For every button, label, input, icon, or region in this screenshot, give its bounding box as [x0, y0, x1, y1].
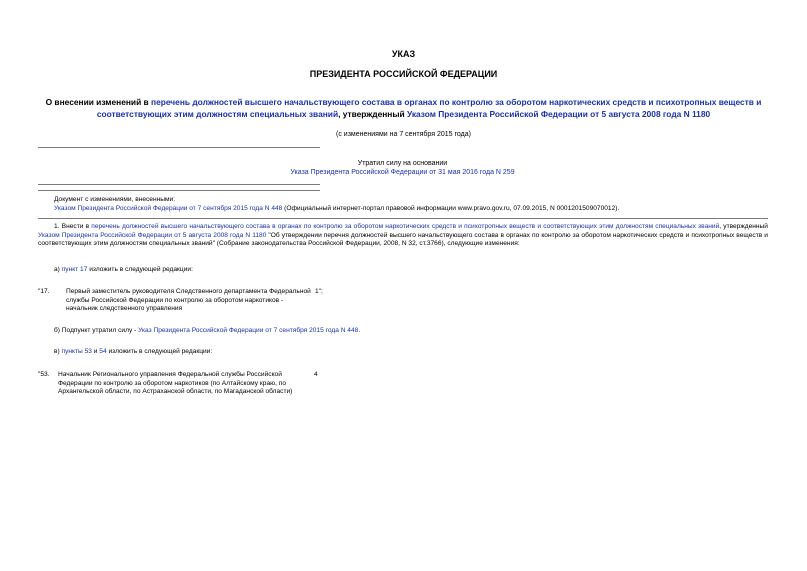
divider: [38, 190, 320, 191]
item-a-text: изложить в следующей редакции:: [87, 266, 193, 273]
item-v: [54, 348, 212, 357]
para1-link-list[interactable]: перечень должностей высшего начальствующего состава в органах по контролю за оборотом наркотических средств и психотропных веществ и соответствующих этим должностям специальных званий: [91, 223, 720, 230]
changes-link[interactable]: Указом Президента Российской Федерации от 7 сентября 2015 года N 448: [54, 205, 283, 212]
document-title: [30, 96, 777, 120]
row-53-position: Начальник Регионального управления Федеральной службы Российской Федерации по контролю за оборотом наркотиков (по Алтайскому краю, по Архангельской области, по Астраханской области, по Магаданской области): [58, 371, 293, 396]
item-v-link-54[interactable]: 54: [99, 348, 107, 355]
divider: [38, 218, 768, 219]
decree-issuer: ПРЕЗИДЕНТА РОССИЙСКОЙ ФЕДЕРАЦИИ: [309, 69, 498, 79]
title-prefix: О внесении изменений в: [45, 97, 152, 107]
paragraph-1: [38, 223, 768, 249]
changes-source: [54, 205, 774, 214]
title-link-list[interactable]: перечень должностей высшего начальствующего состава в органах по контролю за оборотом наркотических средств и психотропных веществ и соответствующих этим должностям специальных званий: [96, 97, 762, 119]
item-a-text: а): [54, 266, 62, 273]
item-a: [54, 266, 193, 275]
item-b-text: б) Подпункт утратил силу -: [54, 327, 139, 334]
item-b-text: .: [358, 327, 361, 334]
para1-text: 1. Внести в: [54, 223, 92, 230]
item-b-link[interactable]: Указ Президента Российской Федерации от 7 сентября 2015 года N 448: [138, 327, 359, 334]
item-a-link[interactable]: пункт 17: [61, 266, 88, 273]
revision-note: (с изменениями на 7 сентября 2015 года): [336, 131, 471, 138]
item-v-text: в): [54, 348, 62, 355]
item-v-link-53[interactable]: пункты 53: [61, 348, 92, 355]
para1-text: , утвержденный: [719, 223, 768, 230]
para1-text: "Об утверждении перечня должностей высшего начальствующего состава в органах по контролю за оборотом наркотических средств и психотропных веществ и соответствующих этим должностям специальных званий" (Собрание законодательства Российской Федерации, 2008, N 32, ст.3766), следующие изменения:: [38, 231, 768, 248]
item-v-text: изложить в следующей редакции:: [106, 348, 213, 355]
row-17-position: Первый заместитель руководителя Следственного департамента Федеральной службы Российской Федерации по контролю за оборотом наркотиков - начальник следственного управления: [66, 288, 311, 313]
divider: [38, 184, 320, 185]
row-17-number: "17.: [38, 288, 50, 295]
decree-heading: УКАЗ: [391, 49, 416, 59]
item-b: [54, 327, 360, 336]
changes-rest: (Официальный интернет-портал правовой информации www.pravo.gov.ru, 07.09.2015, N 0001201509070012).: [282, 205, 620, 212]
void-notice-link[interactable]: Указа Президента Российской Федерации от 31 мая 2016 года N 259: [290, 169, 515, 176]
void-notice-text: Утратил силу на основании: [357, 160, 448, 167]
changes-label: Документ с изменениями, внесенными:: [54, 196, 176, 203]
para1-link-decree[interactable]: Указом Президента Российской Федерации от 5 августа 2008 года N 1180: [38, 231, 267, 239]
title-link-decree[interactable]: Указом Президента Российской Федерации от 5 августа 2008 года N 1180: [406, 109, 711, 119]
title-middle: , утвержденный: [338, 109, 407, 119]
divider: [38, 147, 320, 148]
item-v-text: и: [91, 348, 100, 355]
row-17-rank: 1";: [315, 288, 323, 295]
row-53-number: "53.: [38, 371, 50, 378]
row-53-rank: 4: [314, 371, 318, 378]
